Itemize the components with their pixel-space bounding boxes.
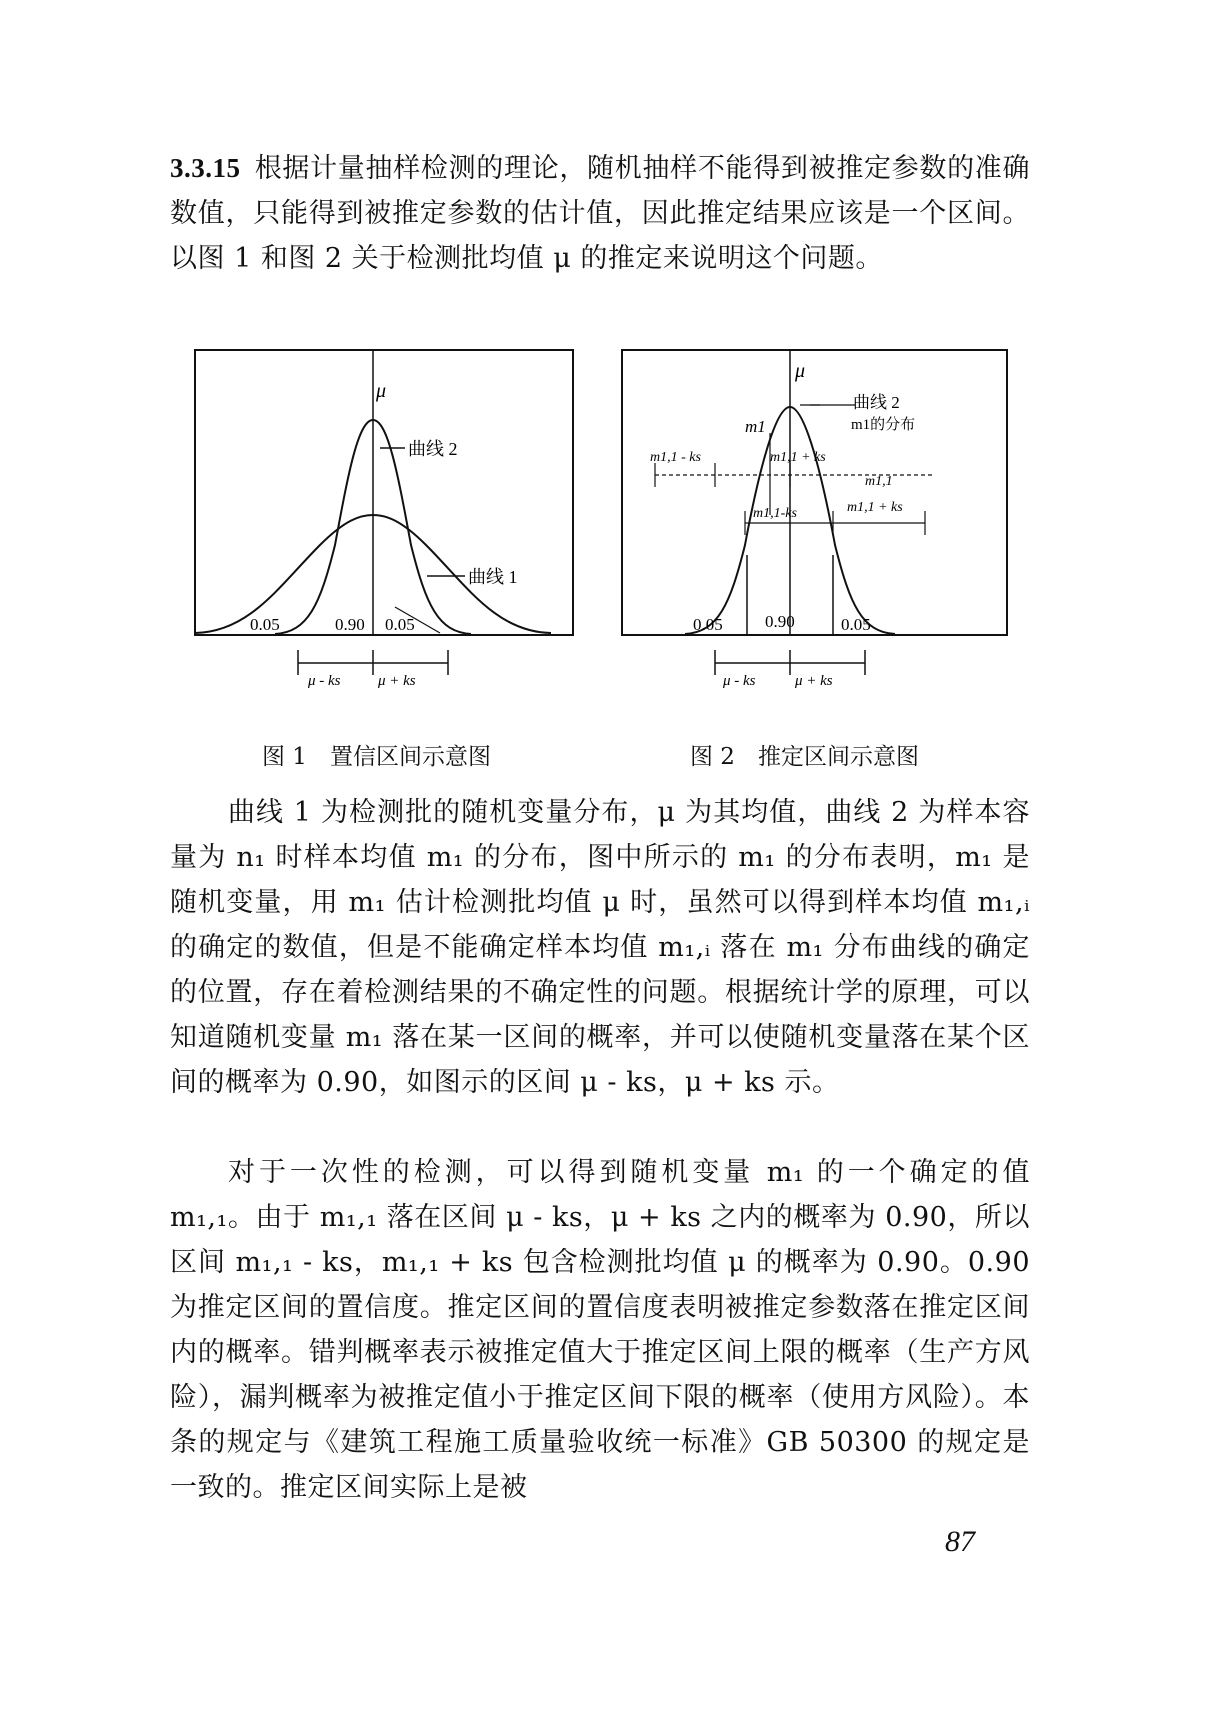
intro-text: 根据计量抽样检测的理论，随机抽样不能得到被推定参数的准确数值，只能得到被推定参数的估计值，因此推定结果应该是一个区间。以图 1 和图 2 关于检测批均值 μ 的推定来说明这个问题。: [170, 153, 1030, 274]
fig2-curve2-line2: m1的分布: [851, 417, 916, 433]
fig2-prob-mid: 0.90: [765, 612, 795, 631]
figure-2-estimation-interval: [615, 345, 1035, 705]
fig1-prob-mid: 0.90: [335, 615, 365, 634]
figure-2-caption: 图 2 推定区间示意图: [690, 744, 919, 770]
fig1-curve1-label: 曲线 1: [468, 567, 518, 587]
fig2-prob-left: 0.05: [693, 615, 723, 634]
fig2-interval-bar: [715, 650, 865, 675]
fig2-curve2-line1: 曲线 2: [853, 393, 900, 412]
fig2-interval-left: μ - ks: [723, 673, 756, 689]
fig2-prob-right: 0.05: [841, 615, 871, 634]
figure-1-caption: 图 1 置信区间示意图: [262, 744, 491, 770]
fig1-interval-right: μ + ks: [378, 673, 416, 689]
section-intro: [170, 146, 1030, 281]
paragraph-2: 对于一次性的检测，可以得到随机变量 m₁ 的一个确定的值 m₁,₁。由于 m₁,₁ 落在区间 μ - ks，μ + ks 之内的概率为 0.90，所以区间 m₁,₁ - ks，m₁,₁ + ks 包含检测批均值 μ 的概率为 0.90。0.90 为推定区间的置信度。推定区间的置信度表明被推定参数落在推定区间内的概率。错判概率表示被推定值大于推定区间上限的概率（生产方风险），漏判概率为被推定值小于推定区间下限的概率（使用方风险）。本条的规定与《建筑工程施工质量验收统一标准》GB 50300 的规定是一致的。推定区间实际上是被: [170, 1157, 1030, 1503]
fig1-prob-right: 0.05: [385, 615, 415, 634]
paragraph-1: 曲线 1 为检测批的随机变量分布，μ 为其均值，曲线 2 为样本容量为 n₁ 时样本均值 m₁ 的分布，图中所示的 m₁ 的分布表明，m₁ 是随机变量，用 m₁ 估计检测批均值 μ 时，虽然可以得到样本均值 m₁,ᵢ 的确定的数值，但是不能确定样本均值 m₁,ᵢ 落在 m₁ 分布曲线的确定的位置，存在着检测结果的不确定性的问题。根据统计学的原理，可以知道随机变量 m₁ 落在某一区间的概率，并可以使随机变量落在某个区间的概率为 0.90，如图示的区间 μ - ks，μ + ks 示。: [170, 797, 1030, 1098]
fig2-m11-plus-ks-upper: m1,1 + ks: [770, 450, 826, 465]
figure-2-frame: [622, 350, 1007, 635]
fig2-m11-plus-ks-lower: m1,1 + ks: [847, 500, 903, 515]
fig1-curve2-label: 曲线 2: [408, 439, 458, 459]
figure-1-confidence-interval: [180, 345, 590, 705]
fig1-prob-left: 0.05: [250, 615, 280, 634]
fig2-mu-label: μ: [795, 360, 806, 382]
fig1-interval-bar: [298, 650, 448, 675]
fig1-mu-label: μ: [376, 380, 387, 402]
fig2-m11-minus-ks-lower: m1,1-ks: [753, 506, 797, 521]
fig2-m1-label: m1: [745, 417, 766, 436]
fig2-m11-minus-ks-upper: m1,1 - ks: [650, 450, 701, 465]
fig2-interval-right: μ + ks: [795, 673, 833, 689]
fig2-m11-label: m1,1: [865, 474, 893, 489]
clause-number: 3.3.15: [170, 153, 241, 183]
page-number: 87: [945, 1525, 975, 1558]
upper-interval-bar: [655, 463, 935, 487]
fig1-interval-left: μ - ks: [308, 673, 341, 689]
